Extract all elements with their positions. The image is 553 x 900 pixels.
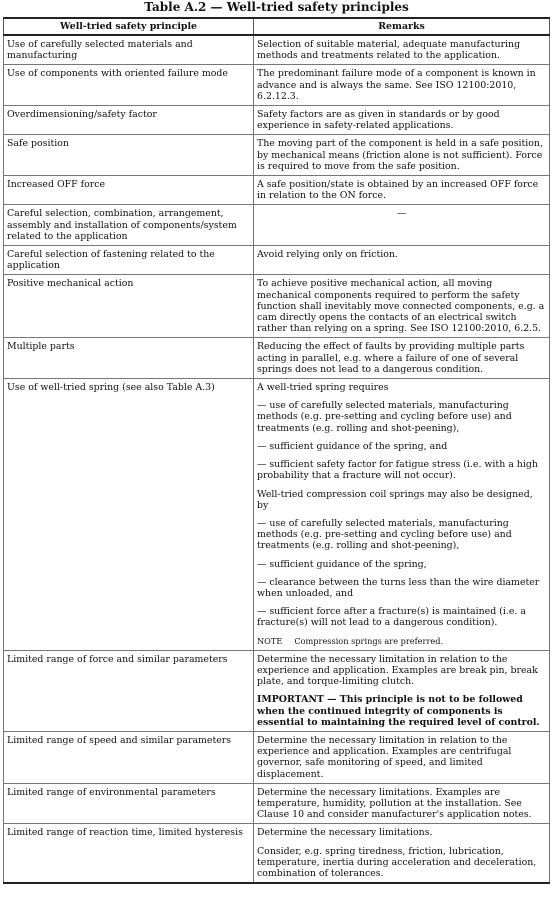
remarks-paragraph: Determine the necessary limitations. Examples are temperature, humidity, pollution at the installation. See Clause 10 and consider manufacturer's application notes. [257, 786, 532, 821]
table-row [4, 731, 550, 783]
remarks-paragraph: Safety factors are as given in standards or by good experience in safety-related applications. [257, 109, 500, 132]
note-text: Compression springs are preferred. [294, 635, 444, 646]
principle-cell: Limited range of environmental parameters [4, 783, 254, 824]
important-notice: IMPORTANT — This principle is not to be followed when the continued integrity of components is essential to maintaining the required level of control. [257, 694, 540, 728]
table-header-row [4, 18, 550, 35]
remarks-paragraph: — sufficient guidance of the spring, [257, 558, 427, 570]
header-principle: Well-tried safety principle [4, 18, 254, 35]
remarks-paragraph: To achieve positive mechanical action, all moving mechanical components required to perform the safety function shall inevitably move connected components, e.g. a cam directly opens the contacts of an electrical switch rather than relying on a spring. See ISO 12100:2010, 6.2.5. [257, 278, 545, 335]
principle-cell: Use of components with oriented failure mode [4, 65, 254, 106]
table-title: Table A.2 — Well-tried safety principles [144, 0, 409, 14]
remarks-paragraph: — sufficient guidance of the spring, and [257, 440, 448, 452]
table-row [4, 135, 550, 176]
table-row [4, 275, 550, 338]
remarks-paragraph: A well-tried spring requires [257, 382, 389, 394]
principle-cell: Use of well-tried spring (see also Table A.3) [4, 379, 254, 651]
principle-cell: Safe position [4, 135, 254, 176]
header-remarks: Remarks [254, 18, 550, 35]
table-row [4, 246, 550, 275]
remarks-cell [254, 246, 550, 275]
note [257, 636, 546, 647]
table-row [4, 783, 550, 824]
principle-cell: Overdimensioning/safety factor [4, 106, 254, 135]
remarks-paragraph: The moving part of the component is held in a safe position, by mechanical means (friction alone is not sufficient). Force is required to move from the safe position. [257, 138, 543, 172]
remarks-paragraph: — clearance between the turns less than the wire diameter when unloaded, and [257, 576, 540, 599]
remarks-cell [254, 176, 550, 205]
remarks-paragraph: Well-tried compression coil springs may also be designed, by [257, 488, 533, 511]
remarks-paragraph: Reducing the effect of faults by providing multiple parts acting in parallel, e.g. where a failure of one of several springs does not lead to a dangerous condition. [257, 341, 525, 375]
table-row [4, 65, 550, 106]
remarks-paragraph: Determine the necessary limitation in relation to the experience and application. Examples are centrifugal governor, safe monitoring of speed, and limited displacement. [257, 734, 512, 780]
remarks-cell [254, 824, 550, 883]
principle-cell: Limited range of reaction time, limited hysteresis [4, 824, 254, 883]
remarks-cell [254, 783, 550, 824]
note-key: NOTE [257, 635, 283, 646]
principle-cell: Careful selection, combination, arrangement, assembly and installation of components/system related to the application [4, 205, 254, 246]
remarks-cell [254, 65, 550, 106]
remarks-paragraph: The predominant failure mode of a component is known in advance and is always the same. See ISO 12100:2010, 6.2.12.3. [257, 68, 536, 102]
remarks-cell [254, 338, 550, 379]
principle-cell: Multiple parts [4, 338, 254, 379]
table-row [4, 650, 550, 731]
table-body [4, 35, 550, 883]
principle-cell: Careful selection of fastening related to the application [4, 246, 254, 275]
remarks-cell [254, 205, 550, 246]
remarks-paragraph: A safe position/state is obtained by an increased OFF force in relation to the ON force. [257, 179, 539, 202]
remarks-cell [254, 379, 550, 651]
table-row [4, 205, 550, 246]
table-row [4, 35, 550, 65]
remarks-paragraph: Determine the necessary limitation in relation to the experience and application. Examples are break pin, break plate, and torque-limiting clutch. [257, 653, 538, 688]
remarks-paragraph: Determine the necessary limitations. [257, 827, 433, 839]
remarks-cell [254, 650, 550, 731]
remarks-cell [254, 106, 550, 135]
principle-cell: Increased OFF force [4, 176, 254, 205]
table-row [4, 824, 550, 883]
remarks-cell [254, 275, 550, 338]
remarks-paragraph: — sufficient force after a fracture(s) is maintained (i.e. a fracture(s) will not lead to a dangerous condition). [257, 606, 526, 629]
remarks-cell [254, 135, 550, 176]
table-row [4, 379, 550, 651]
remarks-paragraph: — use of carefully selected materials, manufacturing methods (e.g. pre-setting and cycling before use) and treatments (e.g. rolling and shot-peening), [257, 400, 512, 434]
principle-cell: Limited range of force and similar parameters [4, 650, 254, 731]
remarks-cell [254, 731, 550, 783]
table-row [4, 176, 550, 205]
remarks-cell [254, 35, 550, 65]
safety-principles-table [3, 17, 550, 884]
remarks-paragraph: — use of carefully selected materials, manufacturing methods (e.g. pre-setting and cycling before use) and treatments (e.g. rolling and shot-peening), [257, 517, 512, 552]
table-row [4, 106, 550, 135]
table-row [4, 338, 550, 379]
remarks-paragraph: Selection of suitable material, adequate manufacturing methods and treatments related to the application. [257, 39, 521, 62]
remarks-paragraph: Consider, e.g. spring tiredness, friction, lubrication, temperature, inertia during acceleration and deceleration, combination of tolerances. [257, 845, 537, 879]
principle-cell: Limited range of speed and similar parameters [4, 731, 254, 783]
remarks-paragraph: — [396, 208, 407, 220]
remarks-paragraph: — sufficient safety factor for fatigue stress (i.e. with a high probability that a fracture will not occur). [257, 459, 538, 482]
principle-cell: Positive mechanical action [4, 275, 254, 338]
remarks-paragraph: Avoid relying only on friction. [257, 249, 398, 261]
principle-cell: Use of carefully selected materials and manufacturing [4, 35, 254, 65]
